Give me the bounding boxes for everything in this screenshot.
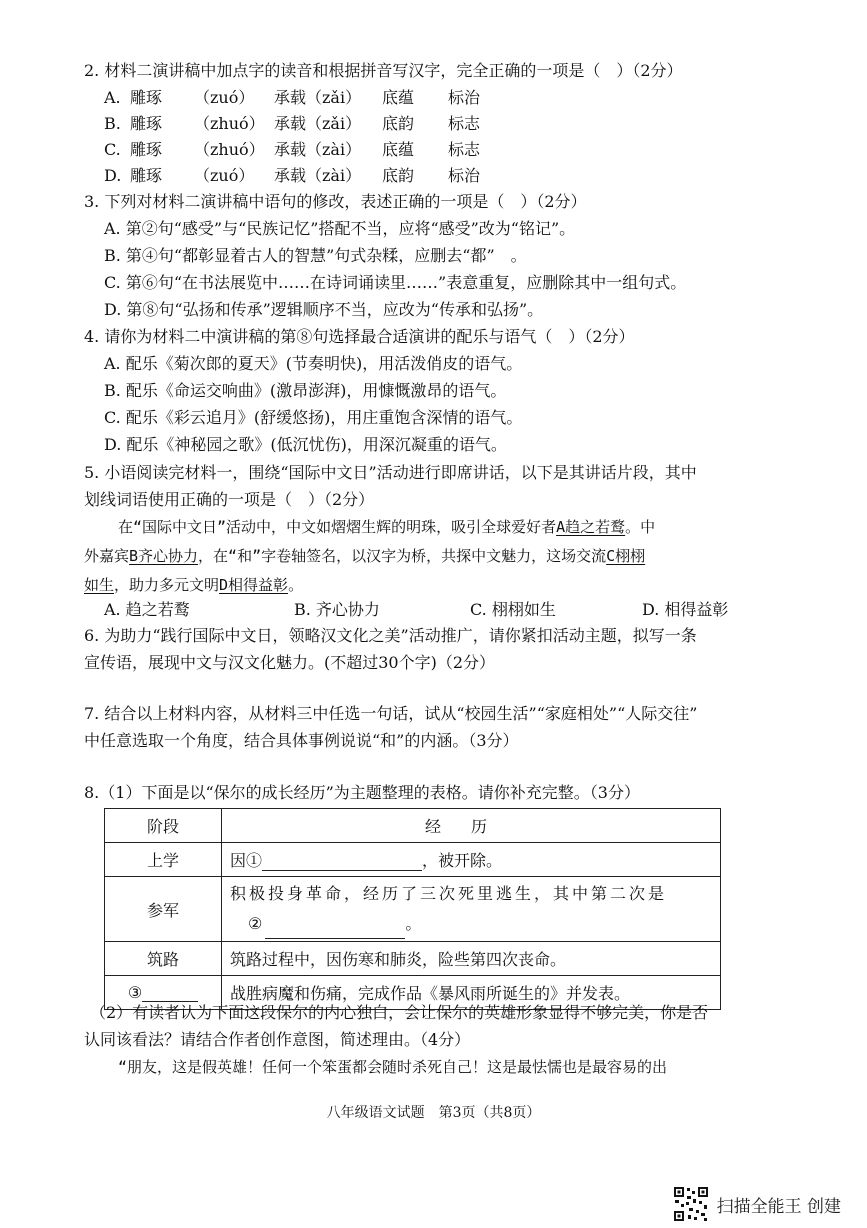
table-row bbox=[105, 843, 721, 877]
q2-option-part: （zhuó） bbox=[194, 114, 265, 133]
page-footer: 八年级语文试题 第3页（共8页） bbox=[326, 1105, 541, 1121]
q5-passage-line1: 在“国际中文日”活动中，中文如熠熠生辉的明珠，吸引全球爱好者A趋之若鹜。中 bbox=[118, 518, 656, 536]
q2-option-part: 标志 bbox=[448, 140, 481, 159]
stage-cell: 上学 bbox=[105, 843, 222, 877]
answer-blank-1[interactable] bbox=[262, 852, 422, 871]
underlined-phrase-a: A趋之若鹜 bbox=[556, 518, 626, 536]
underlined-phrase-d: D相得益彰 bbox=[219, 576, 289, 594]
growth-table bbox=[104, 808, 721, 1010]
q2-option-part: 底蕴 bbox=[382, 140, 415, 159]
q2-option-part: 底韵 bbox=[382, 166, 415, 185]
q2-option-part: （zhuó） bbox=[194, 140, 265, 159]
q8-part2-line1: （2）有读者认为下面这段保尔的内心独白，会让保尔的英雄形象显得不够完美，你是否 bbox=[90, 1003, 709, 1022]
q5-stem-line1: 5. 小语阅读完材料一，围绕“国际中文日”活动进行即席讲话，以下是其讲话片段，其中 bbox=[84, 463, 697, 482]
q2-option-d bbox=[104, 163, 809, 189]
q2-option-part: 标治 bbox=[448, 166, 481, 185]
q2-option-part: 标志 bbox=[448, 114, 481, 133]
q2-option-part: （zuó） bbox=[194, 166, 255, 185]
table-row bbox=[105, 877, 721, 942]
experience-cell: 因① ，被开除。 bbox=[222, 843, 721, 877]
q2-stem: 2. 材料二演讲稿中加点字的读音和根据拼音写汉字，完全正确的一项是（ ）（2分） bbox=[84, 61, 683, 80]
q2-option-part: D. bbox=[104, 166, 122, 185]
q5-passage-line3: 如生，助力多元文明D相得益彰。 bbox=[84, 576, 304, 594]
q2-option-part: 承载（zǎi） bbox=[274, 88, 362, 107]
q4-stem: 4. 请你为材料二中演讲稿的第⑧句选择最合适演讲的配乐与语气（ ）（2分） bbox=[84, 327, 635, 346]
stage-cell: ③ bbox=[105, 976, 222, 1010]
q8-quote: “朋友，这是假英雄！任何一个笨蛋都会随时杀死自己！这是最怯懦也是最容易的出 bbox=[118, 1058, 668, 1076]
q2-option-part: 标治 bbox=[448, 88, 481, 107]
q4-option-a: A. 配乐《菊次郎的夏天》(节奏明快)，用活泼俏皮的语气。 bbox=[104, 354, 523, 373]
q2-option-part: C. bbox=[104, 140, 121, 159]
q2-option-part: 雕琢 bbox=[130, 114, 163, 133]
scanner-label: 扫描全能王 创建 bbox=[716, 1196, 841, 1217]
q2-option-part: 雕琢 bbox=[130, 140, 163, 159]
q2-option-part: 承载（zài） bbox=[274, 140, 362, 159]
experience-cell: 积极投身革命，经历了三次死里逃生，其中第二次是 ② 。 bbox=[222, 877, 721, 942]
q3-option-a: A. 第②句“感受”与“民族记忆”搭配不当，应将“感受”改为“铭记”。 bbox=[104, 219, 576, 238]
table-header-stage: 阶段 bbox=[105, 809, 222, 843]
q2-option-c bbox=[104, 137, 809, 163]
q7-line1: 7. 结合以上材料内容，从材料三中任选一句话，试从“校园生活”“家庭相处”“人际交往” bbox=[84, 704, 698, 723]
underlined-phrase-c: C栩栩 bbox=[606, 547, 646, 565]
q8-part1: 8.（1）下面是以“保尔的成长经历”为主题整理的表格。请你补充完整。（3分） bbox=[84, 783, 640, 802]
q5-option-c: C. 栩栩如生 bbox=[470, 600, 556, 619]
q2-option-b bbox=[104, 111, 809, 137]
q2-option-part: 底蕴 bbox=[382, 88, 415, 107]
scanner-watermark bbox=[673, 1184, 841, 1224]
q2-option-part: 底韵 bbox=[382, 114, 415, 133]
q5-passage-line2: 外嘉宾B齐心协力，在“和”字卷轴签名，以汉字为桥，共探中文魅力，这场交流C栩栩 bbox=[84, 547, 646, 565]
q5-stem-line2: 划线词语使用正确的一项是（ ）（2分） bbox=[84, 490, 375, 509]
table-header-row bbox=[105, 809, 721, 843]
q2-option-a bbox=[104, 85, 809, 111]
underlined-phrase-c-cont: 如生 bbox=[84, 576, 115, 594]
q5-option-d: D. 相得益彰 bbox=[642, 600, 729, 619]
stage-cell: 参军 bbox=[105, 877, 222, 942]
q8-part2-line2: 认同该看法？请结合作者创作意图，简述理由。（4分） bbox=[84, 1030, 471, 1049]
qr-code-icon bbox=[673, 1186, 709, 1222]
experience-cell: 筑路过程中，因伤寒和肺炎，险些第四次丧命。 bbox=[222, 942, 721, 976]
q6-line2: 宣传语，展现中文与汉文化魅力。(不超过30个字)（2分） bbox=[84, 653, 496, 672]
q4-option-c: C. 配乐《彩云追月》(舒缓悠扬)，用庄重饱含深情的语气。 bbox=[104, 408, 523, 427]
q6-line1: 6. 为助力“践行国际中文日，领略汉文化之美”活动推广，请你紧扣活动主题，拟写一条 bbox=[84, 626, 697, 645]
table-row bbox=[105, 942, 721, 976]
q5-options bbox=[104, 597, 809, 623]
q5-option-a: A. 趋之若鹜 bbox=[104, 600, 190, 619]
q3-option-d: D. 第⑧句“弘扬和传承”逻辑顺序不当，应改为“传承和弘扬”。 bbox=[104, 300, 544, 319]
underlined-phrase-b: B齐心协力 bbox=[129, 547, 199, 565]
q3-option-b: B. 第④句“都彰显着古人的智慧”句式杂糅，应删去“都” 。 bbox=[104, 246, 527, 265]
q2-option-part: A. bbox=[104, 88, 121, 107]
q5-option-b: B. 齐心协力 bbox=[294, 600, 380, 619]
q3-stem: 3. 下列对材料二演讲稿中语句的修改，表述正确的一项是（ ）（2分） bbox=[84, 192, 587, 211]
q2-option-part: 雕琢 bbox=[130, 88, 163, 107]
q7-line2: 中任意选取一个角度，结合具体事例说说“和”的内涵。（3分） bbox=[84, 731, 519, 750]
q2-option-part: 雕琢 bbox=[130, 166, 163, 185]
q4-option-d: D. 配乐《神秘园之歌》(低沉忧伤)，用深沉凝重的语气。 bbox=[104, 435, 507, 454]
answer-blank-2[interactable] bbox=[265, 920, 405, 939]
q2-option-part: 承载（zǎi） bbox=[274, 114, 362, 133]
q3-option-c: C. 第⑥句“在书法展览中……在诗词诵读里……”表意重复，应删除其中一组句式。 bbox=[104, 273, 687, 292]
q2-option-part: B. bbox=[104, 114, 121, 133]
experience-cell: 战胜病魔和伤痛，完成作品《暴风雨所诞生的》并发表。 bbox=[222, 976, 721, 1010]
q2-option-part: 承载（zài） bbox=[274, 166, 362, 185]
table-header-experience: 经历 bbox=[222, 809, 721, 843]
stage-cell: 筑路 bbox=[105, 942, 222, 976]
q4-option-b: B. 配乐《命运交响曲》(激昂澎湃)，用慷慨激昂的语气。 bbox=[104, 381, 507, 400]
q2-option-part: （zuó） bbox=[194, 88, 255, 107]
